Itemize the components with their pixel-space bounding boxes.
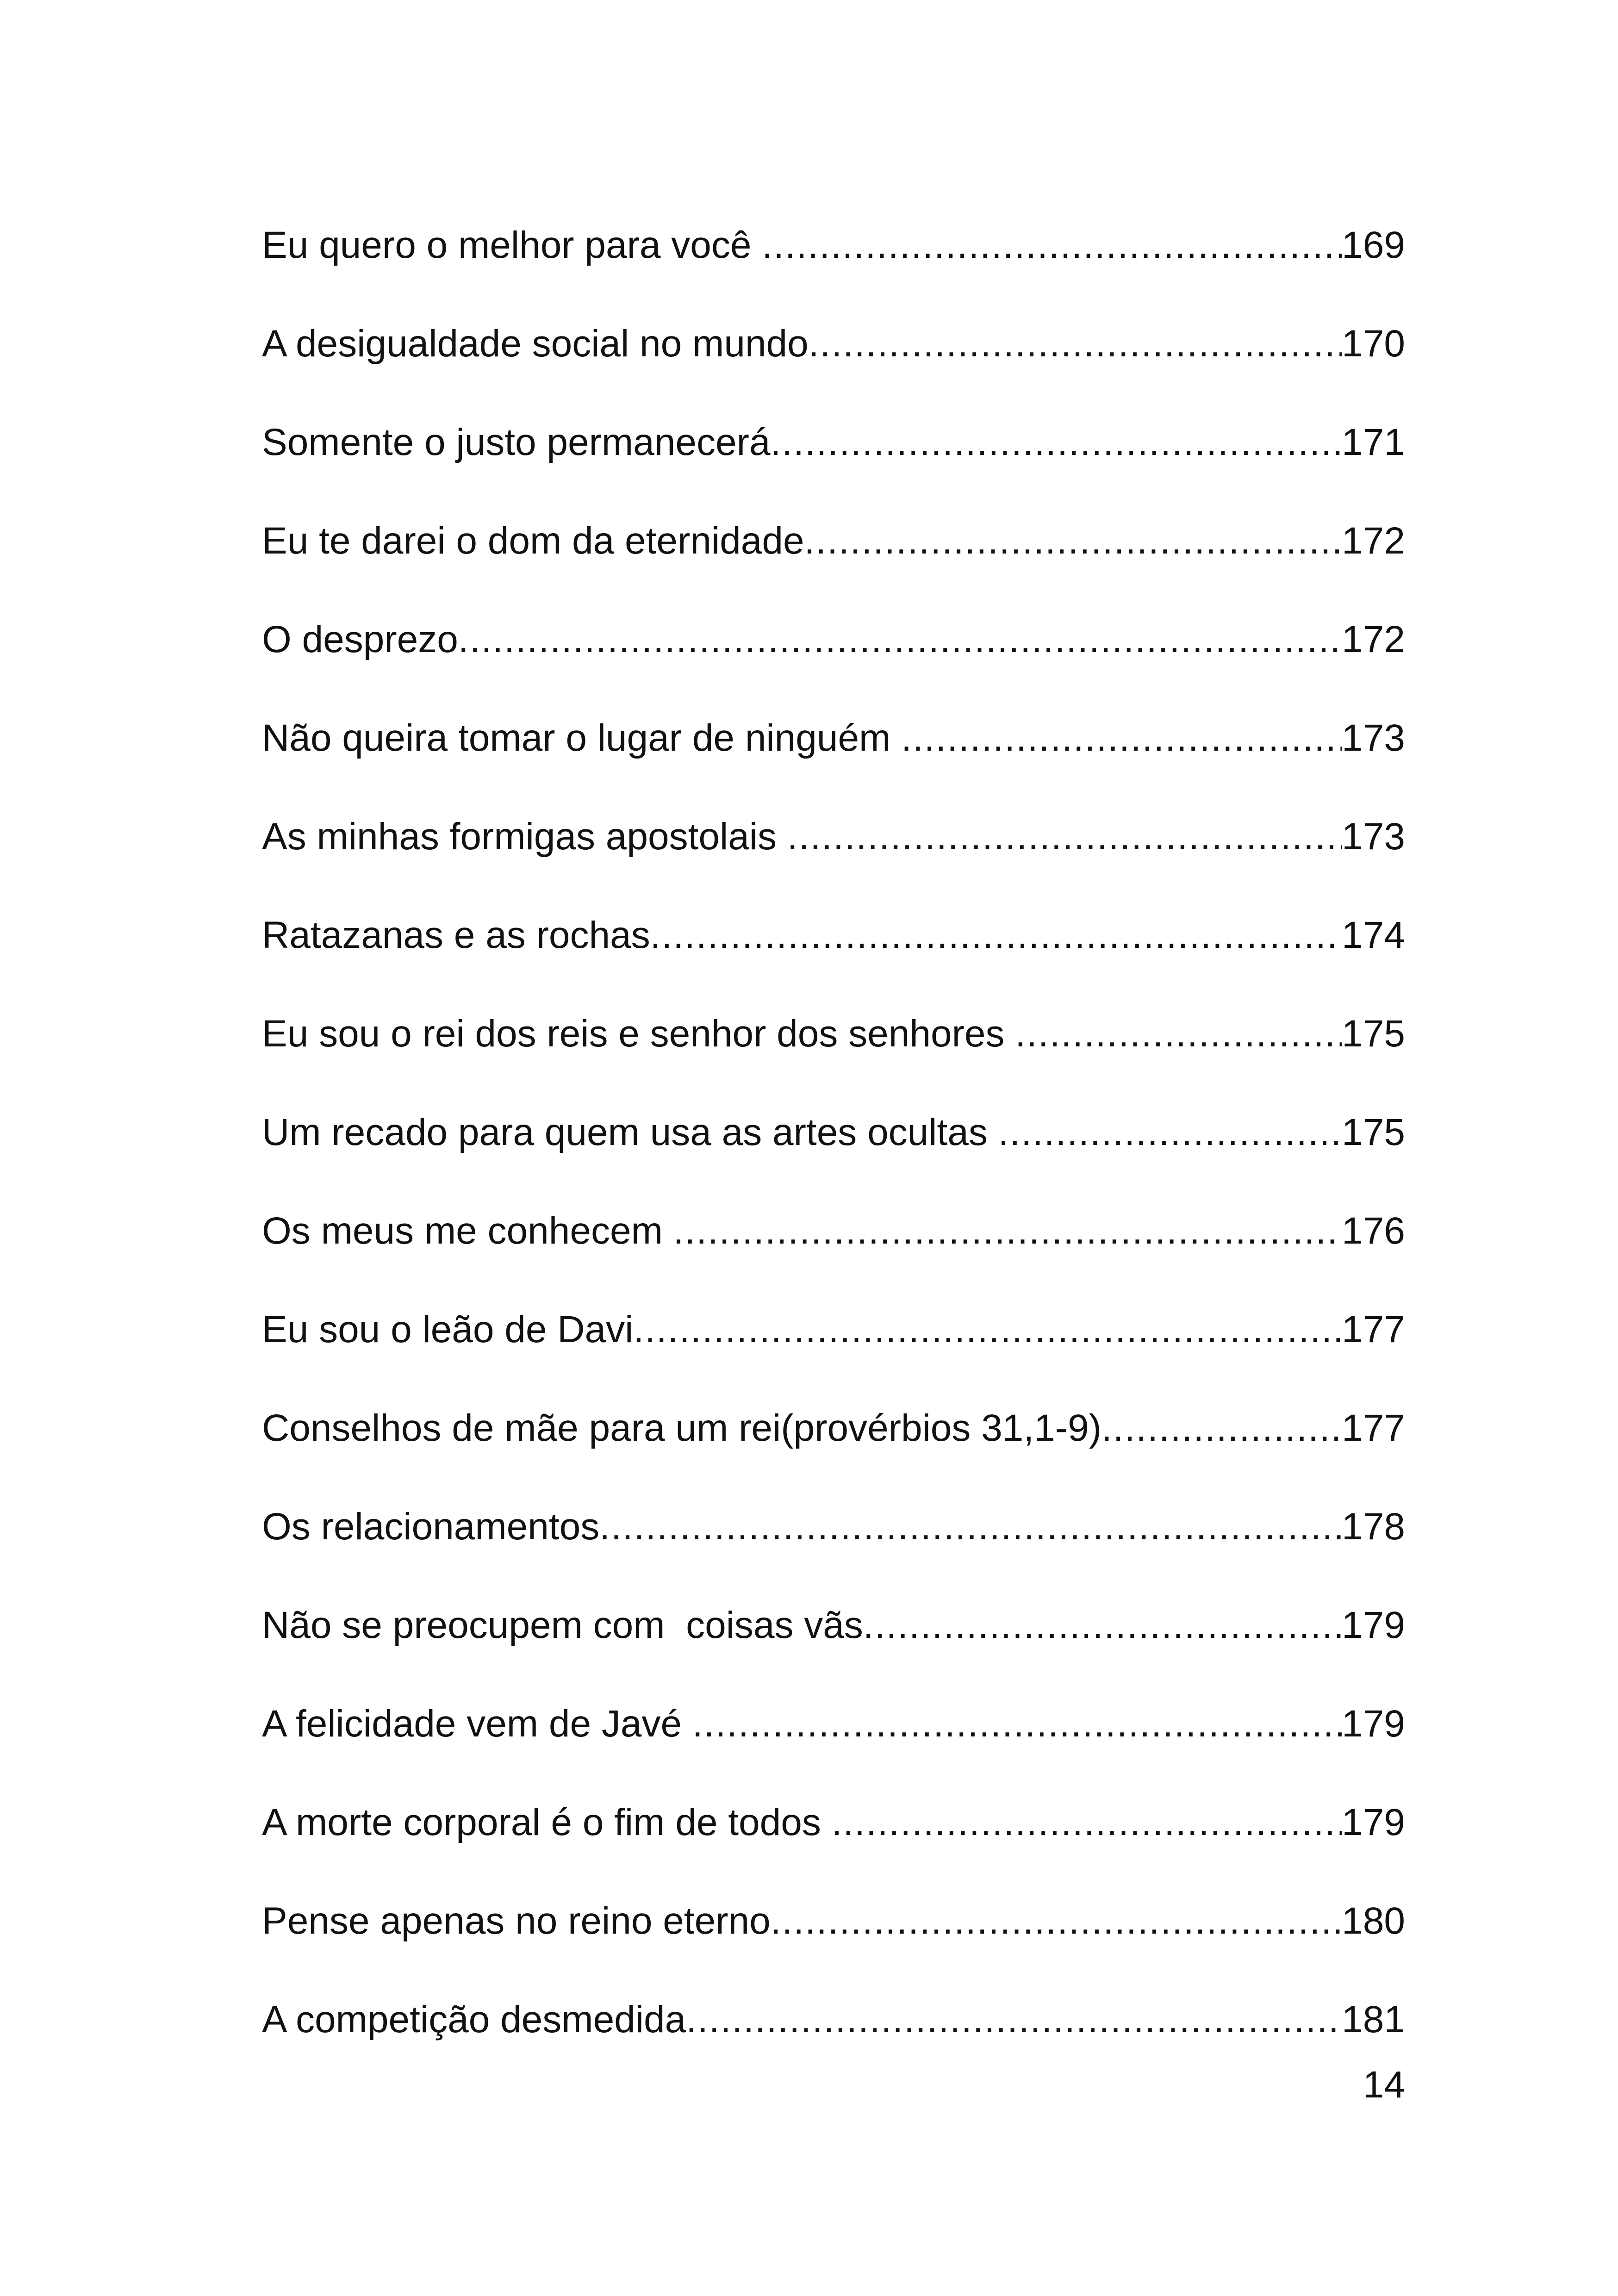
toc-entry-title: Um recado para quem usa as artes ocultas bbox=[262, 1111, 998, 1153]
toc-entry-page: 170 bbox=[1342, 323, 1405, 365]
toc-dot-leader bbox=[762, 220, 1342, 271]
toc-entry-page: 178 bbox=[1342, 1506, 1405, 1548]
toc-entry[interactable] bbox=[262, 417, 1405, 516]
toc-entry[interactable] bbox=[262, 910, 1405, 1008]
toc-entry-title: Os relacionamentos bbox=[262, 1506, 600, 1548]
toc-dot-leader bbox=[901, 713, 1342, 764]
toc-dot-leader bbox=[692, 1699, 1342, 1749]
toc-entry-title: Não se preocupem com coisas vãs bbox=[262, 1604, 863, 1646]
toc-entry-page: 179 bbox=[1342, 1703, 1405, 1745]
toc-dot-leader bbox=[1015, 1008, 1342, 1059]
toc-entry-title: Ratazanas e as rochas bbox=[262, 914, 650, 956]
toc-entry[interactable] bbox=[262, 1896, 1405, 1994]
table-of-contents bbox=[262, 220, 1405, 2093]
toc-dot-leader bbox=[787, 811, 1342, 862]
toc-entry[interactable] bbox=[262, 318, 1405, 417]
toc-entry-title: Os meus me conhecem bbox=[262, 1210, 673, 1252]
toc-entry-title: A morte corporal é o fim de todos bbox=[262, 1801, 832, 1843]
toc-dot-leader bbox=[771, 1896, 1342, 1947]
toc-dot-leader bbox=[863, 1600, 1342, 1651]
toc-entry-title: Eu te darei o dom da eternidade bbox=[262, 520, 804, 562]
toc-dot-leader bbox=[673, 1206, 1342, 1257]
toc-entry-page: 173 bbox=[1342, 815, 1405, 858]
toc-entry[interactable] bbox=[262, 614, 1405, 713]
toc-entry-page: 172 bbox=[1342, 520, 1405, 562]
toc-entry[interactable] bbox=[262, 220, 1405, 318]
toc-entry-page: 177 bbox=[1342, 1407, 1405, 1449]
toc-entry-title: Somente o justo permanecerá bbox=[262, 421, 771, 463]
toc-dot-leader bbox=[599, 1501, 1342, 1552]
toc-entry-title: Não queira tomar o lugar de ninguém bbox=[262, 717, 902, 759]
toc-entry-page: 172 bbox=[1342, 618, 1405, 660]
toc-entry[interactable] bbox=[262, 1304, 1405, 1403]
toc-entry[interactable] bbox=[262, 1994, 1405, 2093]
toc-entry[interactable] bbox=[262, 1699, 1405, 1797]
toc-entry-page: 177 bbox=[1342, 1308, 1405, 1350]
toc-dot-leader bbox=[771, 417, 1342, 468]
toc-dot-leader bbox=[809, 318, 1342, 369]
toc-entry-page: 179 bbox=[1342, 1801, 1405, 1843]
toc-entry-title: Eu quero o melhor para você bbox=[262, 224, 762, 266]
toc-entry-title: A desigualdade social no mundo bbox=[262, 323, 809, 365]
toc-entry[interactable] bbox=[262, 1501, 1405, 1600]
toc-entry[interactable] bbox=[262, 1403, 1405, 1501]
toc-entry-title: A competição desmedida bbox=[262, 1998, 686, 2041]
toc-dot-leader bbox=[998, 1107, 1342, 1158]
toc-entry-title: Eu sou o rei dos reis e senhor dos senhores bbox=[262, 1013, 1015, 1055]
toc-dot-leader bbox=[458, 614, 1342, 665]
toc-dot-leader bbox=[1101, 1403, 1342, 1454]
toc-dot-leader bbox=[804, 516, 1342, 566]
toc-entry[interactable] bbox=[262, 1797, 1405, 1896]
toc-entry-page: 175 bbox=[1342, 1111, 1405, 1153]
toc-entry-page: 179 bbox=[1342, 1604, 1405, 1646]
toc-entry[interactable] bbox=[262, 516, 1405, 614]
toc-entry[interactable] bbox=[262, 713, 1405, 811]
toc-dot-leader bbox=[633, 1304, 1342, 1355]
toc-dot-leader bbox=[686, 1994, 1342, 2045]
toc-entry-page: 173 bbox=[1342, 717, 1405, 759]
toc-entry-title: Conselhos de mãe para um rei(provérbios 31,1-9) bbox=[262, 1407, 1102, 1449]
toc-entry-title: O desprezo bbox=[262, 618, 458, 660]
toc-entry-page: 180 bbox=[1342, 1900, 1405, 1942]
toc-entry[interactable] bbox=[262, 1008, 1405, 1107]
toc-dot-leader bbox=[832, 1797, 1342, 1848]
toc-entry-page: 175 bbox=[1342, 1013, 1405, 1055]
toc-entry-page: 181 bbox=[1342, 1998, 1405, 2041]
page-number: 14 bbox=[1363, 2064, 1405, 2106]
toc-entry-page: 171 bbox=[1342, 421, 1405, 463]
toc-entry[interactable] bbox=[262, 1600, 1405, 1699]
toc-entry-title: Pense apenas no reino eterno bbox=[262, 1900, 771, 1942]
toc-entry-title: A felicidade vem de Javé bbox=[262, 1703, 692, 1745]
toc-dot-leader bbox=[650, 910, 1342, 961]
toc-entry-page: 174 bbox=[1342, 914, 1405, 956]
toc-entry-title: As minhas formigas apostolais bbox=[262, 815, 787, 858]
toc-entry-page: 176 bbox=[1342, 1210, 1405, 1252]
toc-entry[interactable] bbox=[262, 1206, 1405, 1304]
toc-entry-page: 169 bbox=[1342, 224, 1405, 266]
toc-entry[interactable] bbox=[262, 811, 1405, 910]
toc-entry-title: Eu sou o leão de Davi bbox=[262, 1308, 634, 1350]
toc-entry[interactable] bbox=[262, 1107, 1405, 1206]
